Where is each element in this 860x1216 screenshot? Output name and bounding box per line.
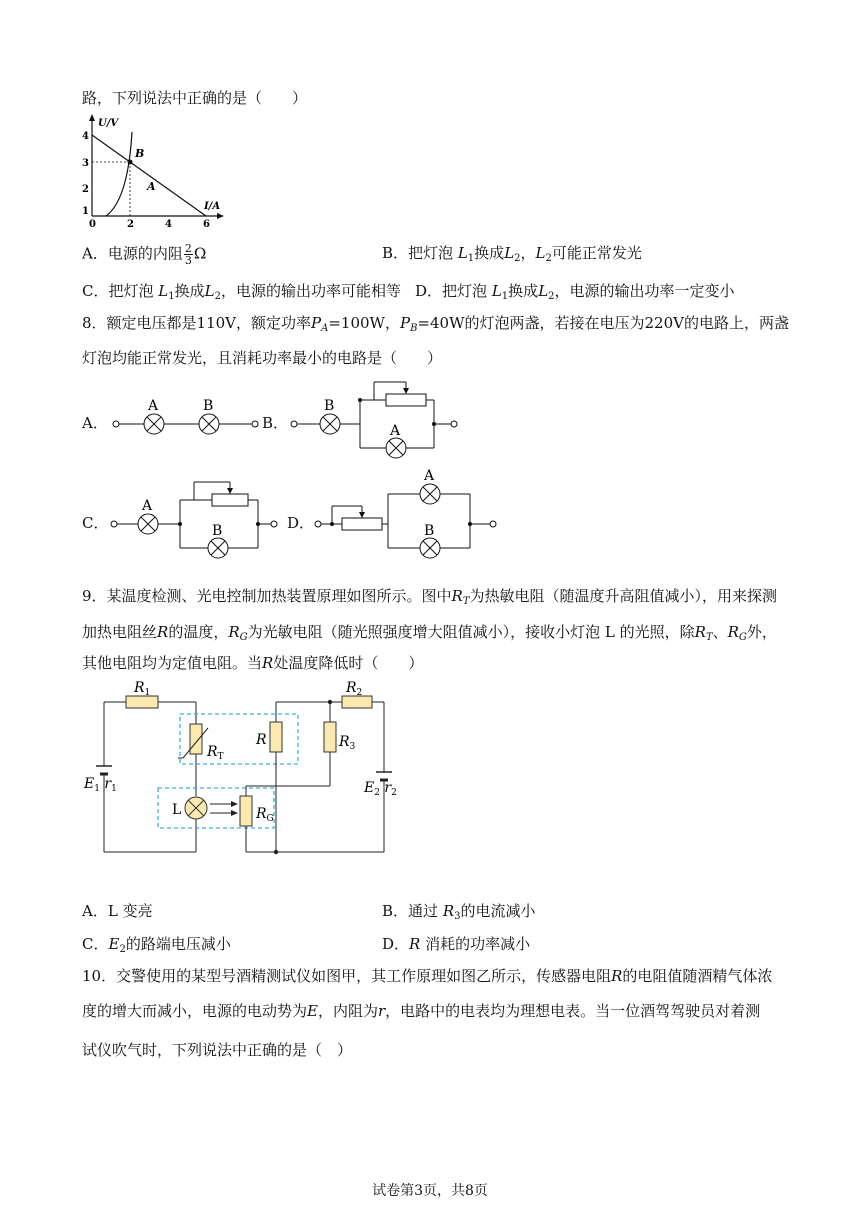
q8-circuit-b <box>288 372 468 464</box>
lamp-l-label: L <box>172 802 182 818</box>
r1-label: $R_1$ <box>134 680 151 698</box>
q8-opt-d-label: D． <box>287 514 315 532</box>
lamp-b-label: B <box>203 398 214 414</box>
q8-circuit-d <box>312 468 502 564</box>
graph-ytick-4: 4 <box>82 131 89 142</box>
q8-opt-a-label: A． <box>82 414 108 432</box>
q8-circuit-c <box>108 472 288 564</box>
lamp-a-label: A <box>390 423 401 439</box>
q7-option-a: A．电源的内阻 $\frac{2}{3}$ Ω <box>82 242 207 267</box>
q8-line-1: 8．额定电压都是110V，额定功率$P_A=100W$，$P_B=40W$的灯泡两盏，若接在电压为220V的电路上，两盏 <box>82 314 789 334</box>
q9-option-c: C．$E_2$的路端电压减小 <box>82 935 231 955</box>
r3-label: $R_3$ <box>339 734 356 752</box>
graph-ytick-2: 2 <box>82 184 89 195</box>
e1-label: $E_1$ $r_1$ <box>84 776 117 794</box>
graph-y-label: U/V <box>98 118 119 129</box>
q9-line-2: 加热电阻丝R的温度，$R_G$为光敏电阻（随光照强度增大阻值减小），接收小灯泡 L 的光照，除$R_T$、$R_G$外， <box>82 623 777 643</box>
graph-label-b: B <box>135 147 145 160</box>
q7-option-b: B．把灯泡 $L_1$换成$L_2$，$L_2$可能正常发光 <box>382 244 642 264</box>
graph-ytick-3: 3 <box>82 158 89 169</box>
q7-option-d: D．把灯泡 $L_1$换成$L_2$，电源的输出功率一定变小 <box>415 282 735 302</box>
q7-option-c: C．把灯泡 $L_1$换成$L_2$，电源的输出功率可能相等 <box>82 282 401 302</box>
q9-option-b: B．通过 $R_3$的电流减小 <box>382 902 536 922</box>
r-label: R <box>256 732 267 748</box>
rt-label: $R_T$ <box>207 744 224 762</box>
q8-line-2: 灯泡均能正常发光，且消耗功率最小的电路是（ ） <box>82 349 443 367</box>
lamp-a-label: A <box>424 468 435 484</box>
graph-x-label: I/A <box>204 201 221 212</box>
q10-line-1: 10．交警使用的某型号酒精测试仪如图甲，其工作原理如图乙所示，传感器电阻R的电阻值随酒精气体浓 <box>82 967 773 985</box>
graph-xtick-2: 2 <box>127 219 134 230</box>
q8-opt-b-label: B． <box>262 414 289 432</box>
q9-option-d: D．R 消耗的功率减小 <box>382 935 531 953</box>
graph-label-a: A <box>147 180 156 193</box>
fraction: $\frac{2}{3}$ <box>184 242 192 267</box>
rg-label: $R_G$ <box>256 806 274 824</box>
lamp-a-label: A <box>142 498 153 514</box>
r2-label: $R_2$ <box>346 680 363 698</box>
q9-circuit <box>80 676 420 862</box>
q9-option-a: A．L 变亮 <box>82 902 153 920</box>
lamp-b-label: B <box>324 398 335 414</box>
page-footer: 试卷第3页，共8页 <box>372 1183 488 1199</box>
lamp-b-label: B <box>424 523 435 539</box>
graph-ytick-1: 1 <box>82 206 89 217</box>
graph-xtick-0: 0 <box>89 219 96 230</box>
q10-line-3: 试仪吹气时，下列说法中正确的是（ ） <box>82 1041 353 1059</box>
q9-line-3: 其他电阻均为定值电阻。当R处温度降低时（ ） <box>82 654 424 672</box>
q8-opt-c-label: C． <box>82 514 109 532</box>
graph-xtick-4: 4 <box>165 219 172 230</box>
q9-line-1: 9．某温度检测、光电控制加热装置原理如图所示。图中$R_T$为热敏电阻（随温度升高阻值减小），用来探测 <box>82 587 778 607</box>
lamp-a-label: A <box>148 398 159 414</box>
q7-ui-graph <box>80 112 230 230</box>
lamp-b-label: B <box>212 523 223 539</box>
q8-circuit-a <box>108 398 268 442</box>
q10-line-2: 度的增大而减小，电源的电动势为E，内阻为r，电路中的电表均为理想电表。当一位酒驾驾驶员对着测 <box>82 1002 761 1020</box>
e2-label: $E_2$ $r_2$ <box>364 780 397 798</box>
graph-xtick-6: 6 <box>203 219 210 230</box>
q7-stem-tail: 路，下列说法中正确的是（ ） <box>82 89 308 107</box>
